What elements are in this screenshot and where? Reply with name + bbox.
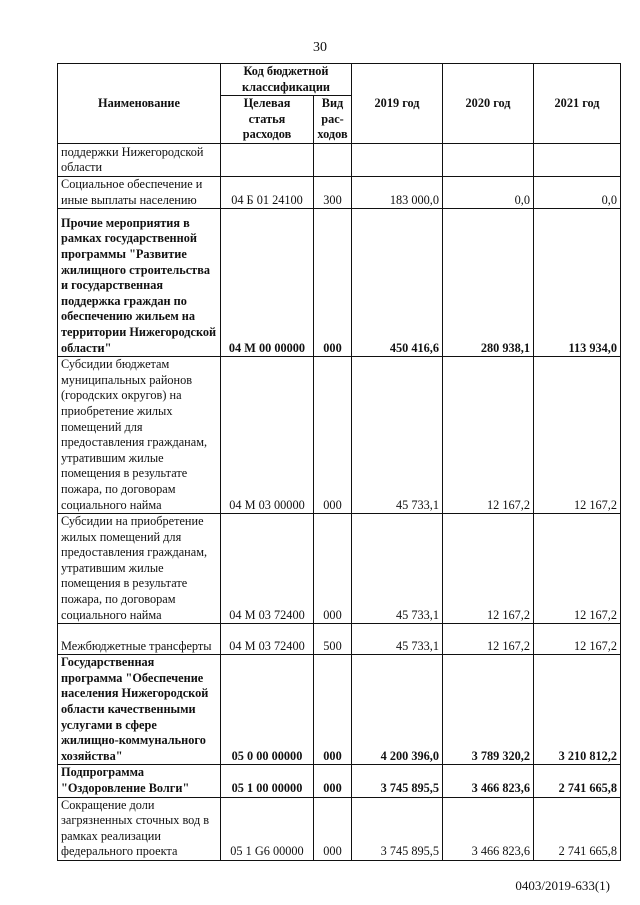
row-value-2019: 45 733,1 [352, 624, 443, 655]
header-name: Наименование [58, 64, 221, 144]
row-value-2021: 113 934,0 [534, 209, 621, 357]
header-target: Целевая статья расходов [221, 96, 314, 144]
row-expense-type: 500 [314, 624, 352, 655]
row-value-2020: 12 167,2 [443, 357, 534, 514]
row-target-code: 04 М 03 72400 [221, 624, 314, 655]
table-row [58, 209, 621, 357]
row-value-2019: 3 745 895,5 [352, 765, 443, 797]
table-row [58, 176, 621, 208]
row-target-code: 04 М 03 72400 [221, 514, 314, 624]
table-row [58, 655, 621, 765]
row-value-2020: 3 789 320,2 [443, 655, 534, 765]
row-expense-type: 000 [314, 797, 352, 860]
row-value-2019: 4 200 396,0 [352, 655, 443, 765]
table-row [58, 143, 621, 176]
row-target-code: 05 0 00 00000 [221, 655, 314, 765]
row-value-2020: 12 167,2 [443, 514, 534, 624]
header-kbk: Код бюджетной классификации [221, 64, 352, 96]
row-target-code: 05 1 G6 00000 [221, 797, 314, 860]
row-value-2020 [443, 143, 534, 176]
row-value-2019: 3 745 895,5 [352, 797, 443, 860]
row-name: Субсидии бюджетам муниципальных районов (городских округов) на приобретение жилых помещений для предоставления гражданам, утратившим жилые помещения в результате пожара, по договорам социального найма [58, 357, 221, 514]
row-expense-type: 300 [314, 176, 352, 208]
row-value-2021 [534, 143, 621, 176]
table-row [58, 624, 621, 655]
row-value-2021: 12 167,2 [534, 624, 621, 655]
row-name: Прочие мероприятия в рамках государственной программы "Развитие жилищного строительства и государственная поддержка граждан по обеспечению жильем на территории Нижегородской области" [58, 209, 221, 357]
row-value-2021: 3 210 812,2 [534, 655, 621, 765]
row-value-2021: 12 167,2 [534, 357, 621, 514]
table-row [58, 357, 621, 514]
header-2019: 2019 год [352, 64, 443, 144]
row-value-2021: 2 741 665,8 [534, 797, 621, 860]
row-target-code [221, 143, 314, 176]
page-number: 30 [313, 40, 327, 55]
row-expense-type: 000 [314, 209, 352, 357]
header-2020: 2020 год [443, 64, 534, 144]
budget-table [57, 63, 621, 861]
row-expense-type: 000 [314, 357, 352, 514]
document-code: 0403/2019-633(1) [515, 878, 610, 893]
row-value-2020: 12 167,2 [443, 624, 534, 655]
row-value-2019: 45 733,1 [352, 357, 443, 514]
row-target-code: 04 М 00 00000 [221, 209, 314, 357]
row-name: Межбюджетные трансферты [58, 624, 221, 655]
row-value-2019: 45 733,1 [352, 514, 443, 624]
row-value-2021: 2 741 665,8 [534, 765, 621, 797]
table-row [58, 797, 621, 860]
row-expense-type: 000 [314, 655, 352, 765]
row-value-2020: 3 466 823,6 [443, 797, 534, 860]
row-expense-type: 000 [314, 514, 352, 624]
row-value-2020: 3 466 823,6 [443, 765, 534, 797]
row-target-code: 04 М 03 00000 [221, 357, 314, 514]
header-type: Вид рас-ходов [314, 96, 352, 144]
row-name: поддержки Нижегородской области [58, 143, 221, 176]
row-name: Социальное обеспечение и иные выплаты населению [58, 176, 221, 208]
row-value-2019: 183 000,0 [352, 176, 443, 208]
table-row [58, 514, 621, 624]
row-name: Сокращение доли загрязненных сточных вод в рамках реализации федерального проекта [58, 797, 221, 860]
row-target-code: 05 1 00 00000 [221, 765, 314, 797]
row-value-2020: 280 938,1 [443, 209, 534, 357]
row-value-2019: 450 416,6 [352, 209, 443, 357]
row-value-2021: 12 167,2 [534, 514, 621, 624]
row-name: Субсидии на приобретение жилых помещений для предоставления гражданам, утратившим жилые помещения в результате пожара, по договорам социального найма [58, 514, 221, 624]
row-value-2021: 0,0 [534, 176, 621, 208]
row-expense-type: 000 [314, 765, 352, 797]
header-2021: 2021 год [534, 64, 621, 144]
row-value-2020: 0,0 [443, 176, 534, 208]
row-expense-type [314, 143, 352, 176]
row-name: Подпрограмма "Оздоровление Волги" [58, 765, 221, 797]
table-row [58, 765, 621, 797]
row-value-2019 [352, 143, 443, 176]
row-name: Государственная программа "Обеспечение населения Нижегородской области качественными услугами в сфере жилищно-коммунального хозяйства" [58, 655, 221, 765]
row-target-code: 04 Б 01 24100 [221, 176, 314, 208]
